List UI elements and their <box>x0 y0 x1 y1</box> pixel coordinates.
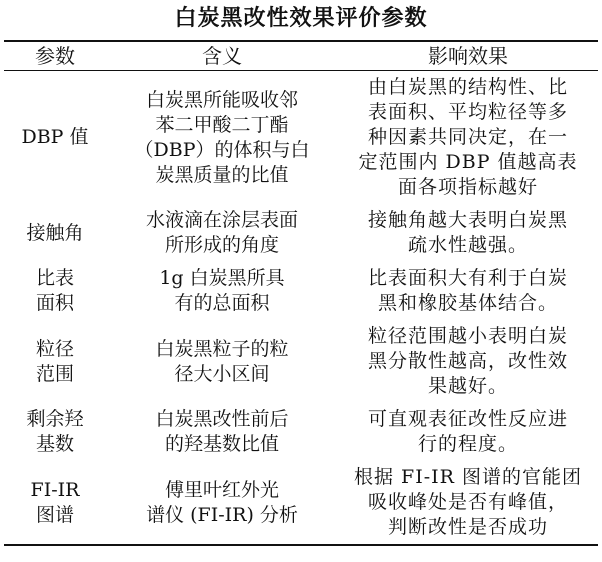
param-meaning: 白炭黑粒子的粒 径大小区间 <box>155 337 289 385</box>
param-meaning: 水液滴在涂层表面 所形成的角度 <box>145 209 298 256</box>
param-cell <box>4 204 106 262</box>
param-effect: 粒径范围越小表明白炭 黑分散性越高，改性效 果越好。 <box>367 325 568 397</box>
param-effect: 由白炭黑的结构性、比 表面积、平均粒径等多 种因素共同决定，在一 定范围内 DBP 值越高表 面各项指标越好 <box>358 76 578 198</box>
param-cell <box>4 320 106 403</box>
param-cell <box>4 461 106 545</box>
param-meaning: 白炭黑改性前后 的羟基数比值 <box>155 408 289 455</box>
effect-cell <box>338 71 598 205</box>
header-meaning: 含义 <box>202 44 242 68</box>
param-name: 粒径 范围 <box>35 337 74 385</box>
header-effect: 影响效果 <box>428 44 508 68</box>
table-row <box>4 403 598 461</box>
effect-cell <box>338 204 598 262</box>
meaning-cell <box>106 403 338 461</box>
param-name: 比表 面积 <box>35 267 74 314</box>
effect-cell <box>338 403 598 461</box>
table-row <box>4 262 598 320</box>
effect-cell <box>338 320 598 403</box>
param-cell <box>4 71 106 205</box>
param-meaning: 白炭黑所能吸收邻 苯二甲酸二丁酯 （DBP）的体积与白 炭黑质量的比值 <box>134 88 310 186</box>
table-row <box>4 71 598 205</box>
table-row <box>4 320 598 403</box>
param-effect: 接触角越大表明白炭黑 疏水性越强。 <box>367 209 568 256</box>
param-cell <box>4 403 106 461</box>
param-name: DBP 值 <box>21 126 89 148</box>
table-title: 白炭黑改性效果评价参数 <box>174 6 428 31</box>
param-effect: 比表面积大有利于白炭 黑和橡胶基体结合。 <box>367 267 568 314</box>
meaning-cell <box>106 71 338 205</box>
param-name: 接触角 <box>26 221 84 244</box>
table-header-row <box>4 41 598 71</box>
meaning-cell <box>106 461 338 545</box>
param-effect: 根据 FI-IR 图谱的官能团 吸收峰处是否有峰值， 判断改性是否成功 <box>354 466 582 538</box>
meaning-cell <box>106 320 338 403</box>
param-meaning: 傅里叶红外光 谱仪 (FI-IR) 分析 <box>146 478 298 526</box>
param-name: 剩余羟 基数 <box>26 408 84 455</box>
param-name: FI-IR 图谱 <box>30 478 80 526</box>
parameters-table <box>4 40 598 546</box>
meaning-cell <box>106 262 338 320</box>
meaning-cell <box>106 204 338 262</box>
table-row <box>4 461 598 545</box>
param-effect: 可直观表征改性反应进 行的程度。 <box>367 408 568 455</box>
effect-cell <box>338 262 598 320</box>
table-row <box>4 204 598 262</box>
param-cell <box>4 262 106 320</box>
effect-cell <box>338 461 598 545</box>
param-meaning: 1g 白炭黑所具 有的总面积 <box>159 267 285 314</box>
header-param: 参数 <box>35 44 75 68</box>
